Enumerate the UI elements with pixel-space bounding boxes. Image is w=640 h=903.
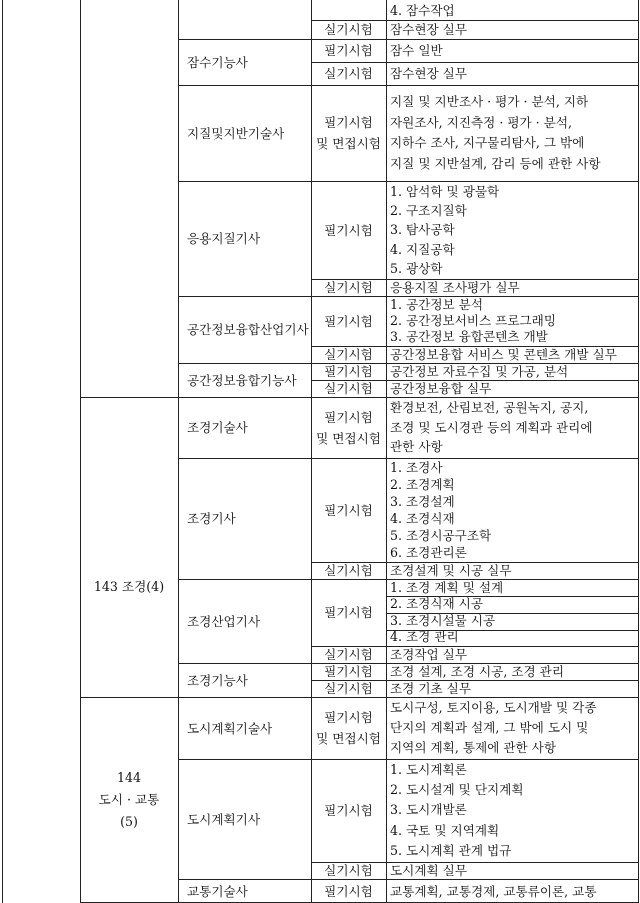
exam-type-line: 필기시험 bbox=[324, 664, 373, 679]
subject-item: 1. 암석학 및 광물학 bbox=[390, 183, 500, 199]
exam-type-line: 실기시험 bbox=[324, 563, 373, 578]
certification-name: 조경기능사 bbox=[187, 672, 248, 688]
exam-type-line: 실기시험 bbox=[324, 66, 373, 81]
exam-type-cell bbox=[311, 680, 386, 697]
exam-type-line: 실기시험 bbox=[324, 381, 373, 396]
exam-type-line: 필기시험 bbox=[324, 222, 373, 238]
subject-item: 관한 사항 bbox=[390, 439, 443, 455]
subject-list bbox=[390, 346, 617, 363]
certification-cell bbox=[178, 397, 311, 458]
subject-item: 3. 도시개발론 bbox=[390, 802, 467, 818]
subject-cell bbox=[386, 279, 638, 296]
exam-type-cell bbox=[311, 759, 386, 862]
subject-item: 4. 조경식재 bbox=[390, 511, 455, 526]
subject-list bbox=[390, 663, 564, 680]
subject-item: 자원조사, 지진측정 · 평가 · 분석, bbox=[390, 114, 573, 130]
exam-type-line: 실기시험 bbox=[324, 647, 373, 662]
exam-type-line: 필기시험 bbox=[324, 313, 373, 329]
exam-type-line: 실기시험 bbox=[324, 347, 373, 362]
subject-list bbox=[390, 646, 467, 663]
subject-cell bbox=[386, 181, 638, 279]
subject-item: 1. 공간정보 분석 bbox=[390, 297, 484, 312]
subject-item: 6. 조경관리론 bbox=[390, 545, 467, 560]
certification-cell bbox=[178, 39, 311, 85]
subject-item: 2. 조경식재 시공 bbox=[390, 596, 484, 612]
exam-type-line: 필기시험 bbox=[324, 605, 373, 620]
subject-item: 조경설계 및 시공 실무 bbox=[390, 563, 512, 578]
exam-type-cell bbox=[311, 363, 386, 380]
subject-item: 지질 및 지반설계, 감리 등에 관한 사항 bbox=[390, 155, 601, 171]
subject-list bbox=[390, 92, 601, 174]
subject-cell bbox=[386, 579, 638, 646]
subject-cell bbox=[386, 697, 638, 759]
subject-item: 3. 조경시설물 시공 bbox=[390, 612, 496, 628]
certification-cell bbox=[178, 697, 311, 759]
subject-list bbox=[390, 760, 524, 861]
exam-type bbox=[324, 380, 373, 397]
exam-type-cell bbox=[311, 879, 386, 903]
exam-type-cell bbox=[311, 85, 386, 181]
exam-type-line: 필기시험 bbox=[324, 710, 373, 725]
exam-type bbox=[316, 707, 381, 749]
subject-item: 교통계획, 교통경제, 교통류이론, 교통 bbox=[390, 883, 597, 899]
exam-type-cell bbox=[311, 663, 386, 680]
subject-item: 공간정보 자료수집 및 가공, 분석 bbox=[390, 364, 569, 379]
subject-item: 지역의 계획, 통제에 관한 사항 bbox=[390, 740, 557, 755]
category-line: 143 조경(4) bbox=[93, 578, 165, 594]
subject-item: 1. 도시계획론 bbox=[390, 761, 467, 777]
subject-cell bbox=[386, 20, 638, 39]
subject-list bbox=[390, 680, 471, 697]
subject-cell bbox=[386, 759, 638, 862]
exam-type bbox=[324, 802, 373, 819]
certification-cell bbox=[178, 181, 311, 296]
certification-name: 지질및지반기술사 bbox=[187, 125, 285, 141]
exam-type-cell bbox=[311, 39, 386, 62]
subject-item: 5. 광상학 bbox=[390, 260, 443, 276]
subject-item: 2. 공간정보서비스 프로그래밍 bbox=[390, 313, 557, 328]
category-cell bbox=[80, 0, 178, 397]
subject-list bbox=[390, 65, 467, 82]
exam-type-cell bbox=[311, 646, 386, 663]
exam-type bbox=[324, 663, 373, 680]
certification-name: 교통기술사 bbox=[187, 883, 248, 899]
exam-type-line: 필기시험 bbox=[324, 115, 373, 130]
exam-type bbox=[324, 862, 373, 879]
subject-item: 3. 탐사공학 bbox=[390, 222, 455, 238]
subject-cell bbox=[386, 0, 638, 20]
subject-item: 4. 국토 및 지역계획 bbox=[390, 822, 500, 838]
subject-cell bbox=[386, 879, 638, 903]
certification-cell bbox=[178, 458, 311, 579]
subject-cell bbox=[386, 562, 638, 579]
exam-type-line: 필기시험 bbox=[324, 409, 373, 425]
subject-list bbox=[390, 698, 597, 758]
subject-list bbox=[390, 2, 455, 19]
subject-item: 공간정보융합 서비스 및 콘텐츠 개발 실무 bbox=[390, 347, 617, 362]
subject-list bbox=[390, 363, 568, 380]
exam-type bbox=[324, 680, 373, 697]
certification-cell bbox=[178, 579, 311, 663]
exam-type-cell bbox=[311, 279, 386, 296]
certification-name: 공간정보융합기능사 bbox=[187, 372, 297, 388]
exam-type bbox=[324, 222, 373, 239]
certification-name: 도시계획기술사 bbox=[187, 720, 273, 736]
exam-type bbox=[316, 407, 381, 449]
subject-cell bbox=[386, 85, 638, 181]
exam-type-cell bbox=[311, 62, 386, 85]
certification-cell bbox=[178, 663, 311, 697]
subject-item: 응용지질 조사평가 실무 bbox=[390, 280, 520, 295]
certification-name: 공간정보융합산업기사 bbox=[187, 322, 309, 337]
subject-list bbox=[390, 21, 467, 38]
exam-type-line: 실기시험 bbox=[324, 681, 373, 696]
table-rule bbox=[638, 0, 639, 903]
subject-list bbox=[390, 862, 467, 879]
subject-list bbox=[390, 580, 503, 645]
subject-cell bbox=[386, 296, 638, 346]
subject-item: 2. 도시설계 및 단지계획 bbox=[390, 782, 524, 798]
subject-item: 공간정보융합 실무 bbox=[390, 381, 492, 396]
exam-type bbox=[324, 646, 373, 663]
exam-type-cell bbox=[311, 458, 386, 562]
exam-type bbox=[324, 363, 373, 380]
category-label bbox=[94, 578, 164, 595]
subject-list bbox=[390, 380, 491, 397]
exam-type bbox=[316, 112, 381, 154]
exam-type bbox=[324, 279, 373, 296]
exam-type-cell bbox=[311, 562, 386, 579]
exam-type bbox=[324, 42, 373, 59]
subject-item: 3. 공간정보 융합콘텐츠 개발 bbox=[390, 329, 548, 344]
subject-item: 3. 조경설계 bbox=[390, 494, 455, 509]
exam-type-line: 및 면접시험 bbox=[316, 731, 381, 746]
subject-item: 지질 및 지반조사 · 평가 · 분석, 지하 bbox=[390, 94, 589, 109]
category-line: (5) bbox=[120, 814, 138, 829]
subject-item: 환경보전, 산림보전, 공원녹지, 공지, bbox=[390, 399, 589, 415]
exam-type-cell bbox=[311, 380, 386, 397]
certification-cell bbox=[178, 363, 311, 397]
exam-type-line: 및 면접시험 bbox=[316, 136, 381, 151]
subject-cell bbox=[386, 39, 638, 62]
subject-item: 1. 조경사 bbox=[390, 460, 443, 475]
subject-item: 5. 조경시공구조학 bbox=[390, 528, 492, 543]
subject-list bbox=[390, 398, 593, 457]
subject-item: 1. 조경 계획 및 설계 bbox=[390, 580, 504, 595]
exam-type-cell bbox=[311, 862, 386, 879]
subject-item: 4. 잠수작업 bbox=[390, 2, 455, 18]
subject-cell bbox=[386, 363, 638, 380]
subject-cell bbox=[386, 663, 638, 680]
category-cell bbox=[80, 697, 178, 903]
subject-cell bbox=[386, 862, 638, 879]
exam-type-cell bbox=[311, 296, 386, 346]
subject-list bbox=[390, 562, 512, 579]
subject-item: 조경 및 도시경관 등의 계획과 관리에 bbox=[390, 419, 593, 435]
subject-cell bbox=[386, 346, 638, 363]
exam-type-cell bbox=[311, 181, 386, 279]
certification-cell bbox=[178, 879, 311, 903]
exam-type bbox=[324, 313, 373, 330]
subject-item: 5. 도시계획 관계 법규 bbox=[390, 842, 512, 858]
subject-item: 4. 조경 관리 bbox=[390, 628, 459, 644]
exam-type bbox=[324, 21, 373, 38]
exam-type-line: 실기시험 bbox=[324, 22, 373, 37]
exam-type-line: 및 면접시험 bbox=[316, 430, 381, 446]
subject-list bbox=[390, 42, 443, 59]
certification-cell bbox=[178, 759, 311, 879]
exam-type-line: 필기시험 bbox=[324, 883, 373, 899]
category-label bbox=[99, 767, 160, 833]
subject-list bbox=[390, 459, 491, 561]
subject-list bbox=[390, 182, 499, 278]
exam-type-line: 필기시험 bbox=[324, 502, 373, 518]
subject-item: 조경작업 실무 bbox=[390, 647, 467, 662]
exam-type bbox=[324, 502, 373, 519]
subject-list bbox=[390, 883, 597, 900]
exam-type-cell bbox=[311, 579, 386, 646]
subject-item: 잠수 일반 bbox=[390, 43, 443, 58]
exam-type bbox=[324, 883, 373, 900]
category-line: 도시 · 교통 bbox=[98, 792, 160, 807]
exam-type-cell bbox=[311, 697, 386, 759]
subject-cell bbox=[386, 646, 638, 663]
exam-type-cell bbox=[311, 346, 386, 363]
subject-item: 조경 기초 실무 bbox=[390, 681, 471, 696]
table-rule bbox=[2, 0, 3, 903]
category-cell bbox=[80, 397, 178, 697]
subject-item: 2. 조경계획 bbox=[390, 477, 455, 492]
exam-type-line: 필기시험 bbox=[324, 364, 373, 379]
exam-type-cell bbox=[311, 397, 386, 458]
subject-list bbox=[390, 297, 556, 345]
subject-item: 단지의 계획과 설계, 그 밖에 도시 및 bbox=[390, 720, 589, 735]
exam-type-line: 필기시험 bbox=[324, 43, 373, 58]
subject-cell bbox=[386, 62, 638, 85]
subject-item: 잠수현장 실무 bbox=[390, 22, 467, 37]
subject-list bbox=[390, 279, 520, 296]
certification-cell bbox=[178, 296, 311, 363]
certification-name: 조경기술사 bbox=[187, 420, 248, 435]
subject-item: 도시계획 실무 bbox=[390, 863, 467, 878]
certification-name: 조경기사 bbox=[187, 511, 236, 526]
exam-type bbox=[324, 65, 373, 82]
subject-cell bbox=[386, 380, 638, 397]
certification-name: 조경산업기사 bbox=[187, 613, 260, 629]
subject-item: 잠수현장 실무 bbox=[390, 66, 467, 81]
certification-cell bbox=[178, 85, 311, 181]
exam-type bbox=[324, 346, 373, 363]
subject-item: 조경 설계, 조경 시공, 조경 관리 bbox=[390, 664, 565, 679]
subject-item: 4. 지질공학 bbox=[390, 241, 455, 257]
certification-name: 도시계획기사 bbox=[187, 811, 260, 827]
subject-cell bbox=[386, 397, 638, 458]
certification-cell bbox=[178, 0, 311, 39]
subject-item: 도시구성, 토지이용, 도시개발 및 각종 bbox=[390, 700, 597, 715]
exam-type-cell bbox=[311, 20, 386, 39]
subject-cell bbox=[386, 458, 638, 562]
exam-type-line: 실기시험 bbox=[324, 863, 373, 878]
exam-type-line: 실기시험 bbox=[324, 280, 373, 295]
category-line: 144 bbox=[116, 770, 142, 785]
exam-type-cell bbox=[311, 0, 386, 20]
exam-type bbox=[324, 562, 373, 579]
certification-name: 응용지질기사 bbox=[187, 231, 260, 246]
certification-name: 잠수기능사 bbox=[187, 54, 248, 70]
exam-type bbox=[324, 604, 373, 621]
subject-item: 2. 구조지질학 bbox=[390, 203, 467, 219]
exam-type-line: 필기시험 bbox=[324, 803, 373, 818]
subject-item: 지하수 조사, 지구물리탐사, 그 밖에 bbox=[390, 135, 585, 150]
subject-cell bbox=[386, 680, 638, 697]
